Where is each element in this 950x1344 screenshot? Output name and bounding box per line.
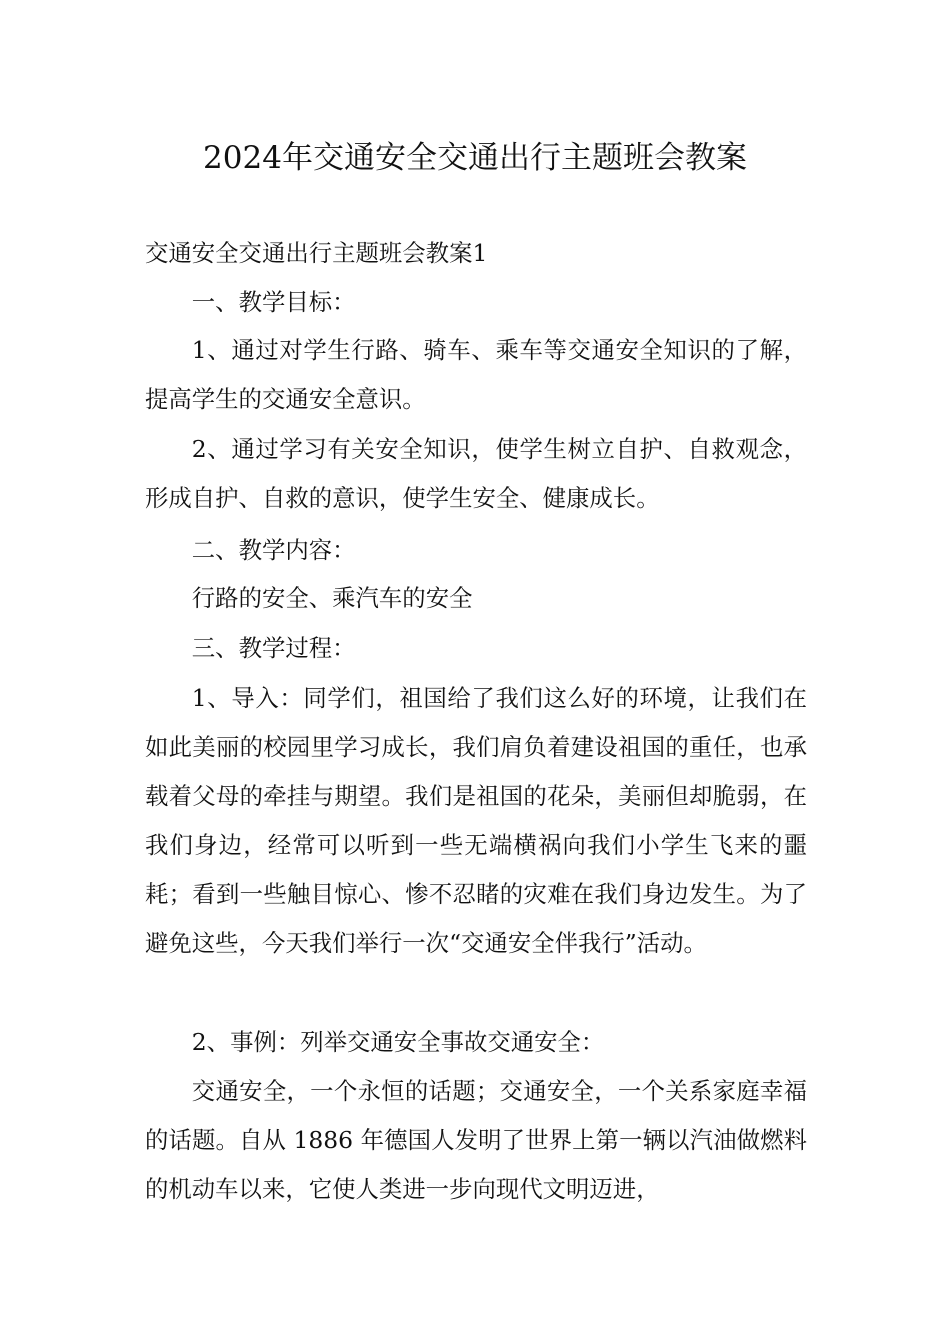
document-title: 2024年交通安全交通出行主题班会教案 [203, 140, 747, 176]
paragraph-8: 2、事例：列举交通安全事故交通安全： [191, 1028, 605, 1056]
paragraph-2: 1、通过对学生行路、骑车、乘车等交通安全知识的了解，提高学生的交通安全意识。 [145, 336, 807, 413]
paragraph-1: 一、教学目标： [191, 288, 356, 316]
paragraph-4: 二、教学内容： [191, 536, 356, 564]
paragraph-3: 2、通过学习有关安全知识，使学生树立自护、自救观念，形成自护、自救的意识，使学生安全、健康成长。 [145, 435, 807, 512]
paragraph-9: 交通安全，一个永恒的话题；交通安全，一个关系家庭幸福的话题。自从 1886 年德国人发明了世界上第一辆以汽油做燃料的机动车以来，它使人类进一步向现代文明迈进， [145, 1077, 807, 1203]
paragraph-6: 三、教学过程： [191, 634, 356, 662]
paragraph-5: 行路的安全、乘汽车的安全 [191, 584, 473, 612]
section-heading: 交通安全交通出行主题班会教案1 [145, 239, 488, 267]
paragraph-7: 1、导入：同学们，祖国给了我们这么好的环境，让我们在如此美丽的校园里学习成长，我们肩负着建设祖国的重任，也承载着父母的牵挂与期望。我们是祖国的花朵，美丽但却脆弱，在我们身边，经常可以听到一些无端横祸向我们小学生飞来的噩耗；看到一些触目惊心、惨不忍睹的灾难在我们身边发生。为了避免这些，今天我们举行一次“交通安全伴我行”活动。 [145, 684, 807, 957]
